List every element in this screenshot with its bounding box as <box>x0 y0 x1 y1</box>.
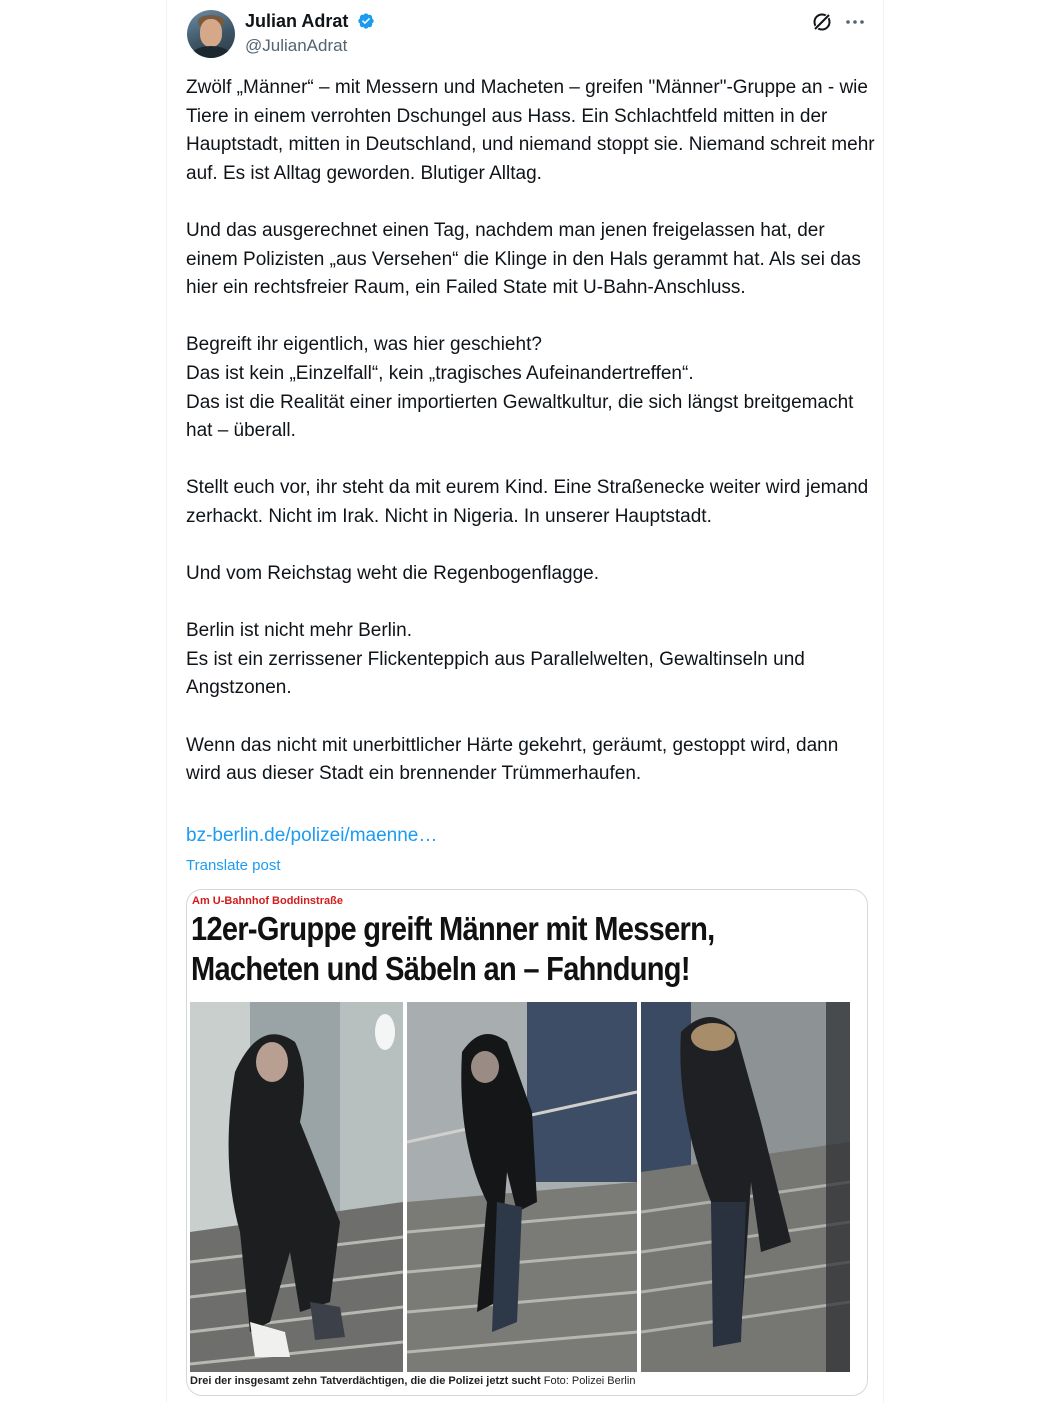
post-text: Zwölf „Männer“ – mit Messern und Macheten – greifen "Männer"-Gruppe an - wie Tiere in einem verrohten Dschungel aus Hass. Ein Schlachtfeld mitten in der Hauptstadt, mitten in Deutschland, und niemand stoppt sie. Niemand schreit mehr auf. Es ist Alltag geworden. Blutiger Alltag. Und das ausgerechnet einen Tag, nachdem man jenen freigelassen hat, der einem Polizisten „aus Versehen“ die Klinge in den Hals gerammt hat. Als sei das hier ein rechtsfreier Raum, ein Failed State mit U-Bahn-Anschluss. Begreift ihr eigentlich, was hier geschieht? Das ist kein „Einzelfall“, kein „tragisches Aufeinandertreffen“. Das ist die Realität einer importierten Gewaltkultur, die sich längst breitgemacht hat – überall. Stellt euch vor, ihr steht da mit eurem Kind. Eine Straßenecke weiter wird jemand zerhackt. Nicht im Irak. Nicht in Nigeria. In unserer Hauptstadt. Und vom Reichstag weht die Regenbogenflagge. Berlin ist nicht mehr Berlin. Es ist ein zerrissener Flickenteppich aus Parallelwelten, Gewaltinseln und Angstzonen. Wenn das nicht mit unerbittlicher Härte gekehrt, geräumt, gestoppt wird, dann wird aus dieser Stadt ein brennender Trümmerhaufen. <box>186 77 875 785</box>
translate-post-button[interactable]: Translate post <box>186 857 281 874</box>
media-caption <box>190 1374 635 1388</box>
media-card[interactable] <box>186 889 868 1396</box>
media-kicker: Am U-Bahnhof Boddinstraße <box>192 895 343 907</box>
author-name[interactable]: Julian Adrat <box>245 11 349 31</box>
more-icon[interactable] <box>843 10 867 34</box>
suspect-photo-1 <box>190 1002 403 1372</box>
author-handle[interactable]: @JulianAdrat <box>245 36 348 55</box>
suspect-photo-3 <box>641 1002 850 1372</box>
grok-icon[interactable] <box>810 10 834 34</box>
avatar[interactable] <box>187 10 235 58</box>
tweet-card <box>166 0 884 1403</box>
verified-badge-icon <box>357 12 375 30</box>
caption-credit: Foto: Polizei Berlin <box>540 1375 636 1387</box>
photo-strip <box>190 1002 850 1372</box>
media-headline: 12er-Gruppe greift Männer mit Messern, Macheten und Säbeln an – Fahndung! <box>191 910 715 987</box>
suspect-photo-2 <box>407 1002 637 1372</box>
caption-text: Drei der insgesamt zehn Tatverdächtigen, die die Polizei jetzt sucht <box>190 1375 541 1387</box>
post-link[interactable]: bz-berlin.de/polizei/maenne… <box>186 825 438 846</box>
